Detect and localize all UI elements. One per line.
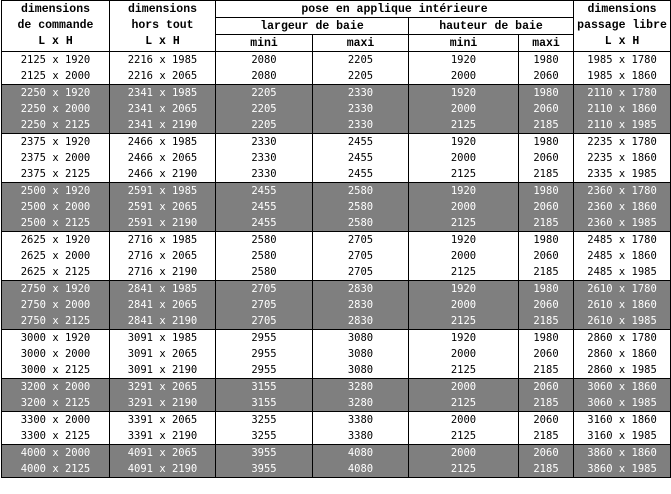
cell-hors-tout: 3091 x 2065 <box>110 346 216 362</box>
header-line: dimensions <box>127 3 197 16</box>
cell-hauteur-mini: 2125 <box>409 215 519 232</box>
cell-hauteur-mini: 2000 <box>409 379 519 396</box>
cell-hors-tout: 2341 x 2190 <box>110 117 216 134</box>
cell-hors-tout: 3091 x 1985 <box>110 330 216 347</box>
cell-hauteur-maxi: 1980 <box>519 330 574 347</box>
table-row <box>2 395 671 412</box>
table-row <box>2 52 671 69</box>
cell-commande: 3000 x 2000 <box>2 346 110 362</box>
cell-largeur-mini: 2955 <box>216 346 313 362</box>
cell-hauteur-maxi: 2185 <box>519 117 574 134</box>
cell-commande: 3300 x 2000 <box>2 412 110 429</box>
cell-hors-tout: 4091 x 2190 <box>110 461 216 478</box>
cell-largeur-mini: 2330 <box>216 134 313 151</box>
table-row <box>2 281 671 298</box>
cell-hauteur-maxi: 1980 <box>519 232 574 249</box>
cell-commande: 2250 x 2125 <box>2 117 110 134</box>
cell-largeur-maxi: 2580 <box>313 199 409 215</box>
cell-hauteur-maxi: 1980 <box>519 134 574 151</box>
cell-largeur-mini: 2205 <box>216 117 313 134</box>
table-row <box>2 215 671 232</box>
cell-passage-libre: 2485 x 1780 <box>574 232 671 249</box>
cell-hauteur-mini: 2125 <box>409 461 519 478</box>
cell-largeur-mini: 2455 <box>216 199 313 215</box>
cell-largeur-maxi: 2330 <box>313 85 409 102</box>
cell-hors-tout: 3091 x 2190 <box>110 362 216 379</box>
cell-hauteur-mini: 1920 <box>409 85 519 102</box>
cell-hauteur-mini: 1920 <box>409 52 519 69</box>
cell-largeur-mini: 3955 <box>216 445 313 462</box>
cell-largeur-mini: 2580 <box>216 264 313 281</box>
header-passage-libre <box>574 1 671 52</box>
cell-largeur-mini: 2455 <box>216 183 313 200</box>
cell-largeur-maxi: 2830 <box>313 297 409 313</box>
cell-hauteur-mini: 2125 <box>409 395 519 412</box>
cell-hauteur-mini: 1920 <box>409 183 519 200</box>
cell-hors-tout: 2841 x 1985 <box>110 281 216 298</box>
cell-hauteur-mini: 2000 <box>409 68 519 85</box>
cell-largeur-mini: 2330 <box>216 166 313 183</box>
cell-hors-tout: 4091 x 2065 <box>110 445 216 462</box>
header-hauteur-baie: hauteur de baie <box>409 18 574 35</box>
cell-hauteur-mini: 2000 <box>409 150 519 166</box>
table-row <box>2 445 671 462</box>
cell-passage-libre: 3860 x 1985 <box>574 461 671 478</box>
header-hauteur-maxi: maxi <box>519 35 574 52</box>
cell-hors-tout: 2216 x 1985 <box>110 52 216 69</box>
table-row <box>2 362 671 379</box>
cell-hauteur-mini: 2125 <box>409 313 519 330</box>
cell-hauteur-mini: 2125 <box>409 117 519 134</box>
cell-commande: 2375 x 2000 <box>2 150 110 166</box>
cell-hauteur-mini: 1920 <box>409 281 519 298</box>
cell-hors-tout: 2716 x 2065 <box>110 248 216 264</box>
cell-largeur-maxi: 3080 <box>313 330 409 347</box>
cell-hauteur-maxi: 2060 <box>519 346 574 362</box>
cell-commande: 2500 x 2125 <box>2 215 110 232</box>
cell-passage-libre: 1985 x 1780 <box>574 52 671 69</box>
cell-hauteur-mini: 1920 <box>409 330 519 347</box>
table-row <box>2 85 671 102</box>
cell-hauteur-maxi: 2185 <box>519 313 574 330</box>
cell-hauteur-maxi: 1980 <box>519 183 574 200</box>
cell-passage-libre: 2110 x 1780 <box>574 85 671 102</box>
cell-passage-libre: 2360 x 1780 <box>574 183 671 200</box>
cell-largeur-maxi: 2580 <box>313 183 409 200</box>
cell-largeur-maxi: 2330 <box>313 117 409 134</box>
cell-hauteur-mini: 2125 <box>409 264 519 281</box>
cell-largeur-mini: 2955 <box>216 362 313 379</box>
cell-passage-libre: 2860 x 1985 <box>574 362 671 379</box>
cell-largeur-maxi: 4080 <box>313 461 409 478</box>
cell-passage-libre: 3160 x 1985 <box>574 428 671 445</box>
cell-largeur-maxi: 3380 <box>313 428 409 445</box>
table-row <box>2 166 671 183</box>
cell-hors-tout: 2466 x 2065 <box>110 150 216 166</box>
cell-hauteur-maxi: 2060 <box>519 150 574 166</box>
cell-commande: 2500 x 1920 <box>2 183 110 200</box>
header-pose-applique: pose en applique intérieure <box>216 1 574 18</box>
cell-hauteur-maxi: 1980 <box>519 52 574 69</box>
dimensions-table <box>1 0 671 478</box>
table-row <box>2 428 671 445</box>
table-row <box>2 199 671 215</box>
table-row <box>2 68 671 85</box>
cell-hauteur-maxi: 2060 <box>519 199 574 215</box>
cell-largeur-mini: 2330 <box>216 150 313 166</box>
header-line: passage libre <box>577 19 667 32</box>
header-line: L x H <box>604 35 640 48</box>
cell-passage-libre: 3860 x 1860 <box>574 445 671 462</box>
cell-hors-tout: 2466 x 1985 <box>110 134 216 151</box>
cell-commande: 2625 x 2125 <box>2 264 110 281</box>
cell-largeur-maxi: 2455 <box>313 134 409 151</box>
table-row <box>2 101 671 117</box>
cell-commande: 2250 x 2000 <box>2 101 110 117</box>
cell-hauteur-maxi: 2060 <box>519 379 574 396</box>
cell-hauteur-maxi: 2185 <box>519 428 574 445</box>
table-row <box>2 412 671 429</box>
table-row <box>2 150 671 166</box>
cell-largeur-mini: 2705 <box>216 313 313 330</box>
cell-largeur-maxi: 2580 <box>313 215 409 232</box>
cell-largeur-maxi: 4080 <box>313 445 409 462</box>
cell-largeur-maxi: 3380 <box>313 412 409 429</box>
cell-hors-tout: 2716 x 1985 <box>110 232 216 249</box>
cell-largeur-maxi: 2205 <box>313 52 409 69</box>
cell-largeur-mini: 3255 <box>216 428 313 445</box>
cell-hors-tout: 3291 x 2190 <box>110 395 216 412</box>
cell-largeur-mini: 3255 <box>216 412 313 429</box>
cell-commande: 3200 x 2125 <box>2 395 110 412</box>
cell-largeur-maxi: 3080 <box>313 362 409 379</box>
cell-largeur-mini: 2080 <box>216 68 313 85</box>
header-line: L x H <box>38 35 73 48</box>
cell-hauteur-mini: 2125 <box>409 166 519 183</box>
cell-passage-libre: 2235 x 1860 <box>574 150 671 166</box>
cell-commande: 2500 x 2000 <box>2 199 110 215</box>
cell-passage-libre: 2860 x 1780 <box>574 330 671 347</box>
cell-hauteur-mini: 2125 <box>409 428 519 445</box>
cell-largeur-maxi: 2830 <box>313 281 409 298</box>
cell-hors-tout: 2716 x 2190 <box>110 264 216 281</box>
cell-commande: 3300 x 2125 <box>2 428 110 445</box>
cell-hauteur-mini: 2000 <box>409 412 519 429</box>
cell-hauteur-maxi: 2060 <box>519 412 574 429</box>
header-largeur-baie: largeur de baie <box>216 18 409 35</box>
table-row <box>2 379 671 396</box>
cell-commande: 2625 x 2000 <box>2 248 110 264</box>
cell-largeur-maxi: 2455 <box>313 150 409 166</box>
cell-passage-libre: 2360 x 1860 <box>574 199 671 215</box>
table-header <box>2 1 671 52</box>
cell-passage-libre: 2485 x 1985 <box>574 264 671 281</box>
cell-largeur-mini: 2705 <box>216 297 313 313</box>
table-row <box>2 183 671 200</box>
cell-commande: 3200 x 2000 <box>2 379 110 396</box>
cell-largeur-mini: 2580 <box>216 232 313 249</box>
cell-hors-tout: 2841 x 2190 <box>110 313 216 330</box>
table-row <box>2 346 671 362</box>
header-hauteur-mini: mini <box>409 35 519 52</box>
cell-hauteur-mini: 2000 <box>409 199 519 215</box>
cell-commande: 2250 x 1920 <box>2 85 110 102</box>
cell-commande: 2750 x 2125 <box>2 313 110 330</box>
header-line: L x H <box>145 35 180 48</box>
cell-largeur-maxi: 2205 <box>313 68 409 85</box>
cell-hors-tout: 2591 x 1985 <box>110 183 216 200</box>
cell-hors-tout: 2216 x 2065 <box>110 68 216 85</box>
cell-largeur-maxi: 3080 <box>313 346 409 362</box>
cell-passage-libre: 2485 x 1860 <box>574 248 671 264</box>
cell-hauteur-mini: 1920 <box>409 134 519 151</box>
cell-largeur-maxi: 2705 <box>313 264 409 281</box>
cell-hauteur-mini: 1920 <box>409 232 519 249</box>
table-row <box>2 330 671 347</box>
cell-largeur-mini: 3955 <box>216 461 313 478</box>
cell-hors-tout: 2591 x 2190 <box>110 215 216 232</box>
cell-passage-libre: 2610 x 1780 <box>574 281 671 298</box>
cell-hauteur-maxi: 2185 <box>519 362 574 379</box>
cell-hors-tout: 3391 x 2190 <box>110 428 216 445</box>
header-dimensions-commande <box>2 1 110 52</box>
cell-commande: 4000 x 2125 <box>2 461 110 478</box>
cell-hors-tout: 2591 x 2065 <box>110 199 216 215</box>
cell-commande: 2125 x 1920 <box>2 52 110 69</box>
cell-commande: 2375 x 2125 <box>2 166 110 183</box>
cell-passage-libre: 2360 x 1985 <box>574 215 671 232</box>
cell-hauteur-mini: 2000 <box>409 297 519 313</box>
cell-largeur-mini: 2955 <box>216 330 313 347</box>
cell-hauteur-maxi: 2060 <box>519 101 574 117</box>
cell-hauteur-maxi: 2185 <box>519 215 574 232</box>
cell-largeur-mini: 2080 <box>216 52 313 69</box>
table-row <box>2 248 671 264</box>
cell-hors-tout: 2841 x 2065 <box>110 297 216 313</box>
cell-largeur-maxi: 2705 <box>313 248 409 264</box>
cell-commande: 3000 x 1920 <box>2 330 110 347</box>
cell-passage-libre: 2610 x 1860 <box>574 297 671 313</box>
table-row <box>2 297 671 313</box>
cell-passage-libre: 2860 x 1860 <box>574 346 671 362</box>
cell-hors-tout: 2466 x 2190 <box>110 166 216 183</box>
cell-hors-tout: 3391 x 2065 <box>110 412 216 429</box>
cell-hauteur-mini: 2000 <box>409 445 519 462</box>
cell-commande: 2750 x 2000 <box>2 297 110 313</box>
cell-passage-libre: 2610 x 1985 <box>574 313 671 330</box>
cell-largeur-maxi: 2705 <box>313 232 409 249</box>
cell-hauteur-maxi: 2060 <box>519 68 574 85</box>
cell-hauteur-mini: 2125 <box>409 362 519 379</box>
cell-commande: 2625 x 1920 <box>2 232 110 249</box>
cell-commande: 3000 x 2125 <box>2 362 110 379</box>
cell-commande: 2125 x 2000 <box>2 68 110 85</box>
cell-hors-tout: 3291 x 2065 <box>110 379 216 396</box>
cell-passage-libre: 3060 x 1860 <box>574 379 671 396</box>
cell-passage-libre: 3160 x 1860 <box>574 412 671 429</box>
cell-largeur-mini: 2205 <box>216 101 313 117</box>
table-row <box>2 232 671 249</box>
header-line: dimensions <box>587 3 657 16</box>
header-largeur-mini: mini <box>216 35 313 52</box>
cell-hauteur-maxi: 2060 <box>519 297 574 313</box>
cell-hors-tout: 2341 x 2065 <box>110 101 216 117</box>
cell-largeur-mini: 2455 <box>216 215 313 232</box>
cell-passage-libre: 2110 x 1860 <box>574 101 671 117</box>
cell-passage-libre: 2110 x 1985 <box>574 117 671 134</box>
cell-hauteur-maxi: 2060 <box>519 445 574 462</box>
cell-passage-libre: 3060 x 1985 <box>574 395 671 412</box>
cell-passage-libre: 2335 x 1985 <box>574 166 671 183</box>
header-dimensions-hors-tout <box>110 1 216 52</box>
cell-commande: 2750 x 1920 <box>2 281 110 298</box>
table-row <box>2 117 671 134</box>
cell-passage-libre: 1985 x 1860 <box>574 68 671 85</box>
cell-largeur-mini: 3155 <box>216 379 313 396</box>
cell-largeur-maxi: 3280 <box>313 395 409 412</box>
cell-passage-libre: 2235 x 1780 <box>574 134 671 151</box>
cell-largeur-mini: 2205 <box>216 85 313 102</box>
cell-largeur-mini: 2580 <box>216 248 313 264</box>
cell-hauteur-maxi: 2185 <box>519 461 574 478</box>
header-line: de commande <box>17 19 94 32</box>
cell-largeur-maxi: 2330 <box>313 101 409 117</box>
cell-hauteur-maxi: 2060 <box>519 248 574 264</box>
cell-hauteur-mini: 2000 <box>409 248 519 264</box>
cell-largeur-maxi: 3280 <box>313 379 409 396</box>
table-row <box>2 313 671 330</box>
cell-hauteur-maxi: 2185 <box>519 395 574 412</box>
cell-largeur-mini: 3155 <box>216 395 313 412</box>
cell-hauteur-maxi: 2185 <box>519 166 574 183</box>
cell-hauteur-mini: 2000 <box>409 101 519 117</box>
table-row <box>2 134 671 151</box>
cell-commande: 4000 x 2000 <box>2 445 110 462</box>
cell-largeur-maxi: 2830 <box>313 313 409 330</box>
table-row <box>2 461 671 478</box>
header-line: dimensions <box>20 3 90 16</box>
cell-hors-tout: 2341 x 1985 <box>110 85 216 102</box>
cell-hauteur-maxi: 1980 <box>519 281 574 298</box>
header-line: hors tout <box>131 19 194 32</box>
table-row <box>2 264 671 281</box>
cell-largeur-maxi: 2455 <box>313 166 409 183</box>
cell-hauteur-maxi: 2185 <box>519 264 574 281</box>
cell-hauteur-maxi: 1980 <box>519 85 574 102</box>
cell-commande: 2375 x 1920 <box>2 134 110 151</box>
cell-hauteur-mini: 2000 <box>409 346 519 362</box>
table-body <box>2 52 671 478</box>
header-largeur-maxi: maxi <box>313 35 409 52</box>
cell-largeur-mini: 2705 <box>216 281 313 298</box>
